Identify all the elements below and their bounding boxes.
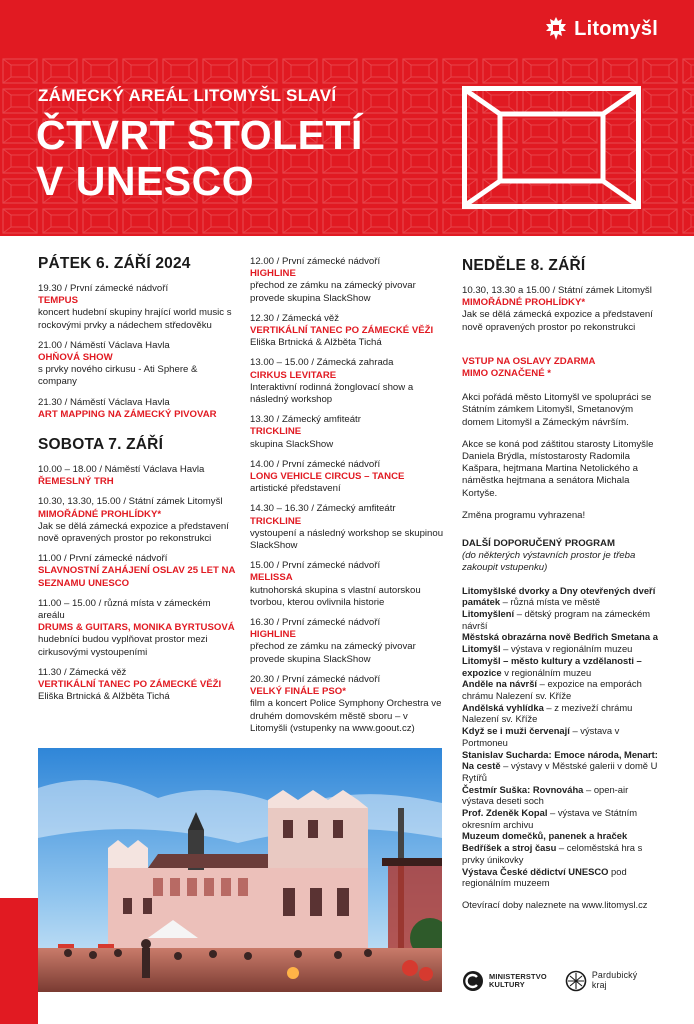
program-item-detail: – expozice na emporách chrámu Nalezení sv. Kříže [462,678,642,701]
event-item [250,414,446,451]
brand-name: Litomyšl [574,17,658,40]
event-description: film a koncert Police Symphony Orchestra ve druhém domovském městě sboru – v Litomyšli (vstupenky na www.goout.cz) [250,698,442,734]
event-description: přechod ze zámku na zámecký pivovar provede skupina SlackShow [250,280,416,304]
saturday-event-list [38,464,238,703]
program-item-detail: v regionálním muzeu [501,666,592,678]
opening-hours-note: Otevírací doby naleznete na www.litomysl.cz [462,898,648,910]
program-item-name: Výstava České dědictví UNESCO [462,865,609,877]
free-entry-line2: MIMO OZNAČENÉ * [462,368,552,380]
program-item [462,866,662,889]
event-time-place: 12.00 / První zámecké nádvoří [250,256,381,267]
event-description: Jak se dělá zámecká expozice a představení nově opravených prostor po rekonstrukci [38,520,229,545]
program-item-name: Stanislav Sucharda: Emoce národa, Menart: Na cestě [462,748,658,772]
region-line1: Pardubický [591,970,638,981]
column-friday-saturday [38,254,238,711]
program-item [462,702,662,725]
ministry-culture-icon [462,970,484,992]
program-list [462,585,662,889]
litomysl-crest-icon [545,16,567,42]
event-item [250,503,446,552]
event-time-place: 13.00 – 15.00 / Zámecká zahrada [250,357,394,369]
castle-illustration [38,748,442,992]
event-item [38,283,238,332]
program-item [462,655,662,678]
event-title: CIRKUS LEVITARE [250,369,337,381]
event-title: MIMOŘÁDNÉ PROHLÍDKY* [462,297,586,309]
event-description: artistické představení [250,483,341,495]
event-time-place: 13.30 / Zámecký amfiteátr [250,414,361,426]
day-heading-sunday: NEDĚLE 8. ZÁŘÍ [462,257,586,274]
header-banner [0,0,694,236]
event-description: přechod ze zámku na zámecký pivovar provede skupina SlackShow [250,641,416,665]
day-heading-friday: PÁTEK 6. ZÁŘÍ 2024 [38,255,191,272]
event-item [250,357,446,406]
event-title: TEMPUS [38,295,78,307]
program-heading: DALŠÍ DOPORUČENÝ PROGRAM [462,538,615,550]
event-item [38,397,238,421]
event-title: VELKÝ FINÁLE PSO* [250,686,346,698]
program-item [462,807,662,830]
program-item-detail: – výstavy v Městské galerii v domě U Rytířů [462,760,658,783]
event-description: s prvky nového cirkusu - Ati Sphere & company [38,364,198,388]
event-item [250,560,446,609]
day-heading-saturday: SOBOTA 7. ZÁŘÍ [38,436,164,454]
event-item [250,256,446,305]
program-item-name: Anděle na návrší [462,678,538,690]
free-entry-notice [462,356,662,380]
event-time-place: 12.30 / Zámecká věž [250,312,340,324]
event-time-place: 11.30 / Zámecká věž [38,666,127,678]
patronage-text: Akce se koná pod záštitou starosty Litomyšle Daniela Brýdla, místostarosty Radomila Kašpara, hejtmana Martina Netolického a náměstka hejtmana a senátora Michala Kortyše. [462,438,654,499]
event-item [250,674,446,735]
event-item [38,340,238,389]
column-sunday-info [462,256,662,921]
program-item [462,585,662,608]
column-saturday-continued [250,256,446,743]
friday-event-list [38,283,238,421]
event-title: DRUMS & GUITARS, MONIKA BYRTUSOVÁ [38,622,235,634]
event-title: HIGHLINE [250,629,296,641]
partner-logos [462,966,662,996]
event-title: LONG VEHICLE CIRCUS – TANCE [250,471,405,483]
event-title: ŘEMESLNÝ TRH [38,476,114,488]
program-item [462,784,662,807]
brand-logo [545,16,658,42]
program-item-detail: pod regionálním muzeem [462,865,627,889]
event-title: TRICKLINE [250,515,302,527]
courtyard-frame-icon [462,86,641,209]
ministry-line1: MINISTERSTVO [489,971,547,981]
castle-photo [38,748,442,992]
free-entry-line1: VSTUP NA OSLAVY ZDARMA [462,355,596,367]
event-description: Eliška Brtnická & Alžběta Tichá [38,691,170,703]
program-item-detail: – různá místa ve městě [500,596,601,608]
program-item-detail: – open-air výstava deseti soch [462,783,629,807]
event-title: SLAVNOSTNÍ ZAHÁJENÍ OSLAV 25 LET NA SEZNAMU UNESCO [38,565,236,589]
event-title: OHŇOVÁ SHOW [38,352,113,364]
event-description: hudebníci budou vyplňovat prostor mezi cirkusovými vystoupeními [38,634,208,658]
event-item [38,496,238,545]
event-item [38,464,238,488]
event-time-place: 14.30 – 16.30 / Zámecký amfiteátr [250,503,396,515]
program-item-detail: – výstava ve Státním okresním archivu [462,807,638,830]
event-time-place: 11.00 – 15.00 / různá místa v zámeckém areálu [38,597,211,622]
event-time-place: 21.00 / Náměstí Václava Havla [38,339,170,351]
region-line2: kraj [591,980,607,990]
program-item-name: Když se i muži červenají [462,725,570,737]
ministry-line2: KULTURY [489,980,525,989]
program-item-name: Litomyšl – město kultury a vzdělanosti – expozice [462,654,642,678]
event-time-place: 14.00 / První zámecké nádvoří [250,458,381,470]
organizer-text: Akci pořádá město Litomyšl ve spolupráci se Státním zámkem Litomyšl, Smetanovým domem Litomyšl a Zámeckým návrším. [462,392,652,428]
event-description: vystoupení a následný workshop se skupinou SlackShow [250,527,444,552]
region-logo [565,970,638,992]
ministry-logo [462,970,547,992]
program-item-detail: – dětský program na zámeckém návrší [462,608,651,631]
event-time-place: 21.30 / Náměstí Václava Havla [38,396,170,408]
event-description: skupina SlackShow [250,438,334,450]
pardubice-region-icon [565,970,587,992]
event-item [250,459,446,496]
event-title: HIGHLINE [250,268,296,280]
event-item [462,285,662,334]
program-item-name: Litomyšlské dvorky a Dny otevřených dveří památek [462,584,656,608]
event-description: Jak se dělá zámecká expozice a představení nově opravených prostor po rekonstrukci [462,309,653,333]
event-time-place: 19.30 / První zámecké nádvoří [38,283,169,294]
event-title: ART MAPPING NA ZÁMECKÝ PIVOVAR [38,408,217,420]
event-time-place: 10.30, 13.30, 15.00 / Státní zámek Litomyšl [38,496,223,508]
sunday-event-list [462,285,662,334]
program-item [462,631,662,654]
event-item [38,553,238,590]
event-description: kutnohorská skupina s vlastní autorskou tvorbou, kterou ovlivnila historie [250,584,421,608]
event-time-place: 11.00 / První zámecké nádvoří [38,553,168,565]
program-item-name: Litomyšlení [462,608,515,620]
event-item [38,598,238,659]
event-title: VERTIKÁLNÍ TANEC PO ZÁMECKÉ VĚŽI [250,325,434,337]
event-time-place: 10.30, 13.30 a 15.00 / Státní zámek Litomyšl [462,285,652,296]
program-item-detail: – výstava v regionálním muzeu [500,643,633,655]
program-item-name: Muzeum domečků, panenek a hraček Bedříšek a stroj času [462,830,628,854]
program-item-detail: – z meziveží chrámu Nalezení sv. Kříže [462,701,633,725]
event-description: Interaktivní rodinná žonglovací show a následný workshop [250,381,414,406]
event-description: Eliška Brtnická & Alžběta Tichá [250,337,382,349]
event-description: koncert hudební skupiny hrající world music s rockovými prvky a nádechem středověku [38,307,232,331]
event-item [250,617,446,666]
red-corner-block [0,898,38,1024]
event-time-place: 15.00 / První zámecké nádvoří [250,560,381,572]
event-item [250,313,446,350]
program-item-name: Městská obrazárna nově Bedřich Smetana a Litomyšl [462,631,658,655]
page-title [36,112,363,204]
program-item-detail: – výstava v Portmoneu [462,725,620,748]
event-title: MELISSA [250,572,293,584]
event-time-place: 16.30 / První zámecké nádvoří [250,617,381,629]
saturday-event-list-continued [250,256,446,735]
event-item [38,667,238,704]
event-title: VERTIKÁLNÍ TANEC PO ZÁMECKÉ VĚŽI [38,679,222,691]
program-item [462,749,662,784]
event-time-place: 10.00 – 18.00 / Náměstí Václava Havla [38,464,205,476]
program-item [462,830,662,865]
program-item-name: Prof. Zdeněk Kopal [462,807,548,819]
program-item [462,678,662,701]
event-title: MIMOŘÁDNÉ PROHLÍDKY* [38,508,162,520]
event-title: TRICKLINE [250,426,302,438]
program-change-note: Změna programu vyhrazena! [462,509,586,521]
page-title-line1: ČTVRT STOLETÍ [36,112,363,158]
page-title-line2: V UNESCO [36,158,255,204]
event-time-place: 20.30 / První zámecké nádvoří [250,673,381,685]
program-item [462,725,662,748]
program-item-name: Čestmír Suška: Rovnováha [462,783,584,795]
program-item-detail: – celoměstská hra s prvky únikovky [462,842,643,865]
program-item-name: Andělská vyhlídka [462,701,544,713]
program-item [462,608,662,631]
program-note: (do některých výstavních prostor je třeba zakoupit vstupenku) [462,550,636,574]
header-kicker: ZÁMECKÝ AREÁL LITOMYŠL SLAVÍ [38,86,337,105]
